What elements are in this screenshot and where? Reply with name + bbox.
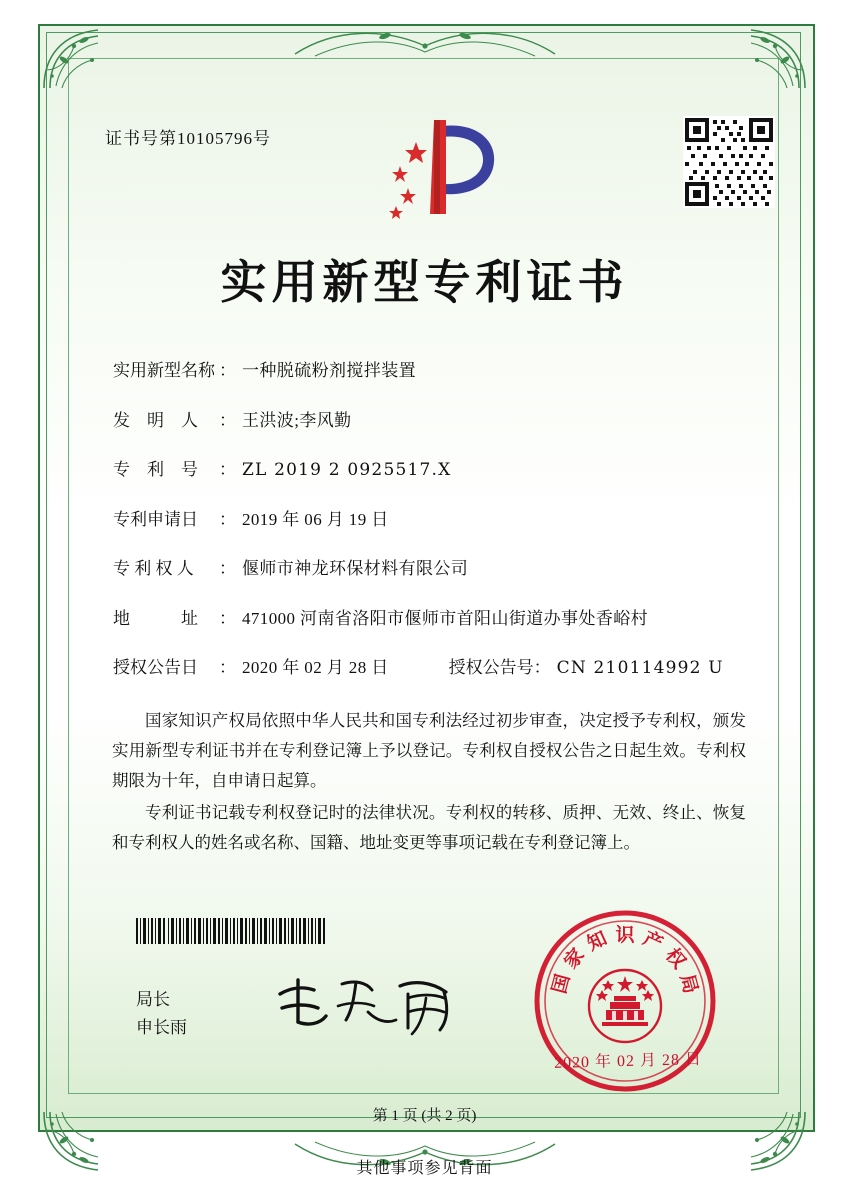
svg-text:知: 知 [583,927,611,956]
svg-text:国: 国 [548,971,575,996]
field-colon: ： [219,361,236,380]
barcode [136,918,326,944]
svg-text:权: 权 [661,944,691,973]
field-colon: ： [219,410,236,430]
field-value-grant-number: CN 210114992 U [556,658,724,678]
director-title-label: 局长 [136,990,170,1009]
field-colon: ： [219,559,236,578]
field-label-patent-number: 专 利 号 [113,460,198,479]
page-number: 第 1 页 (共 2 页) [372,1108,477,1124]
field-value-application-date: 2019 年 06 月 19 日 [242,509,389,529]
back-side-note: 其他事项参见背面 [356,1160,493,1177]
qr-code [683,116,775,208]
field-value-name: 一种脱硫粉剂搅拌装置 [242,361,416,380]
svg-text:局: 局 [675,971,702,996]
field-label-application-date: 专利申请日 [113,509,198,529]
field-row-address [113,604,743,629]
field-row-grant [113,653,743,678]
top-center-ornament [275,20,575,64]
field-value-patent-number: ZL 2019 2 0925517.X [242,460,452,480]
field-value-patentee: 偃师市神龙环保材料有限公司 [242,559,469,578]
field-row-patent-number [113,455,743,480]
field-value-grant-date: 2020 年 02 月 28 日 [242,658,389,677]
director-name-label: 申长雨 [136,1018,187,1037]
svg-text:产: 产 [639,927,667,956]
field-value-address: 471000 河南省洛阳市偃师市首阳山街道办事处香峪村 [242,608,649,628]
paragraph-1: 国家知识产权局依照中华人民共和国专利法经过初步审查，决定授予专利权，颁发实用新型专利证书并在专利登记簿上予以登记。专利权自授权公告之日起生效。专利权期限为十年，自申请日起算。 [112,711,746,790]
field-row-patentee [113,554,743,579]
svg-text:家: 家 [559,944,589,973]
field-colon: ： [219,658,236,677]
field-value-inventor: 王洪波;李风勤 [242,410,352,430]
field-row-inventor [113,406,743,431]
field-colon: ： [219,460,236,479]
field-colon: ： [219,509,236,529]
field-label-inventor: 发 明 人 [113,410,198,430]
field-colon: ： [219,608,236,628]
seal-date: 2020 年 02 月 28 日 [553,1051,703,1072]
field-label-address: 地 址 [113,608,198,628]
field-row-name [113,356,743,381]
field-list [113,356,743,698]
legal-text-block [112,706,746,860]
svg-text:识: 识 [615,924,635,946]
field-row-application-date [113,505,743,530]
field-label-patentee: 专 利 权 人 [113,559,194,578]
signature-block [136,986,187,1042]
certificate-number: 证书号第10105796号 [105,129,271,148]
page-title: 实用新型专利证书 [220,255,629,309]
field-label-grant-date: 授权公告日 [113,658,198,677]
field-label-grant-number: 授权公告号 [448,658,534,677]
field-label-name: 实用新型名称 [113,361,215,380]
paragraph-2: 专利证书记载专利权登记时的法律状况。专利权的转移、质押、无效、终止、恢复和专利权人的姓名或名称、国籍、地址变更等事项记载在专利登记簿上。 [112,803,746,852]
field-colon: ： [533,658,551,677]
handwritten-signature [268,968,468,1042]
cnipa-logo-icon [372,110,508,230]
